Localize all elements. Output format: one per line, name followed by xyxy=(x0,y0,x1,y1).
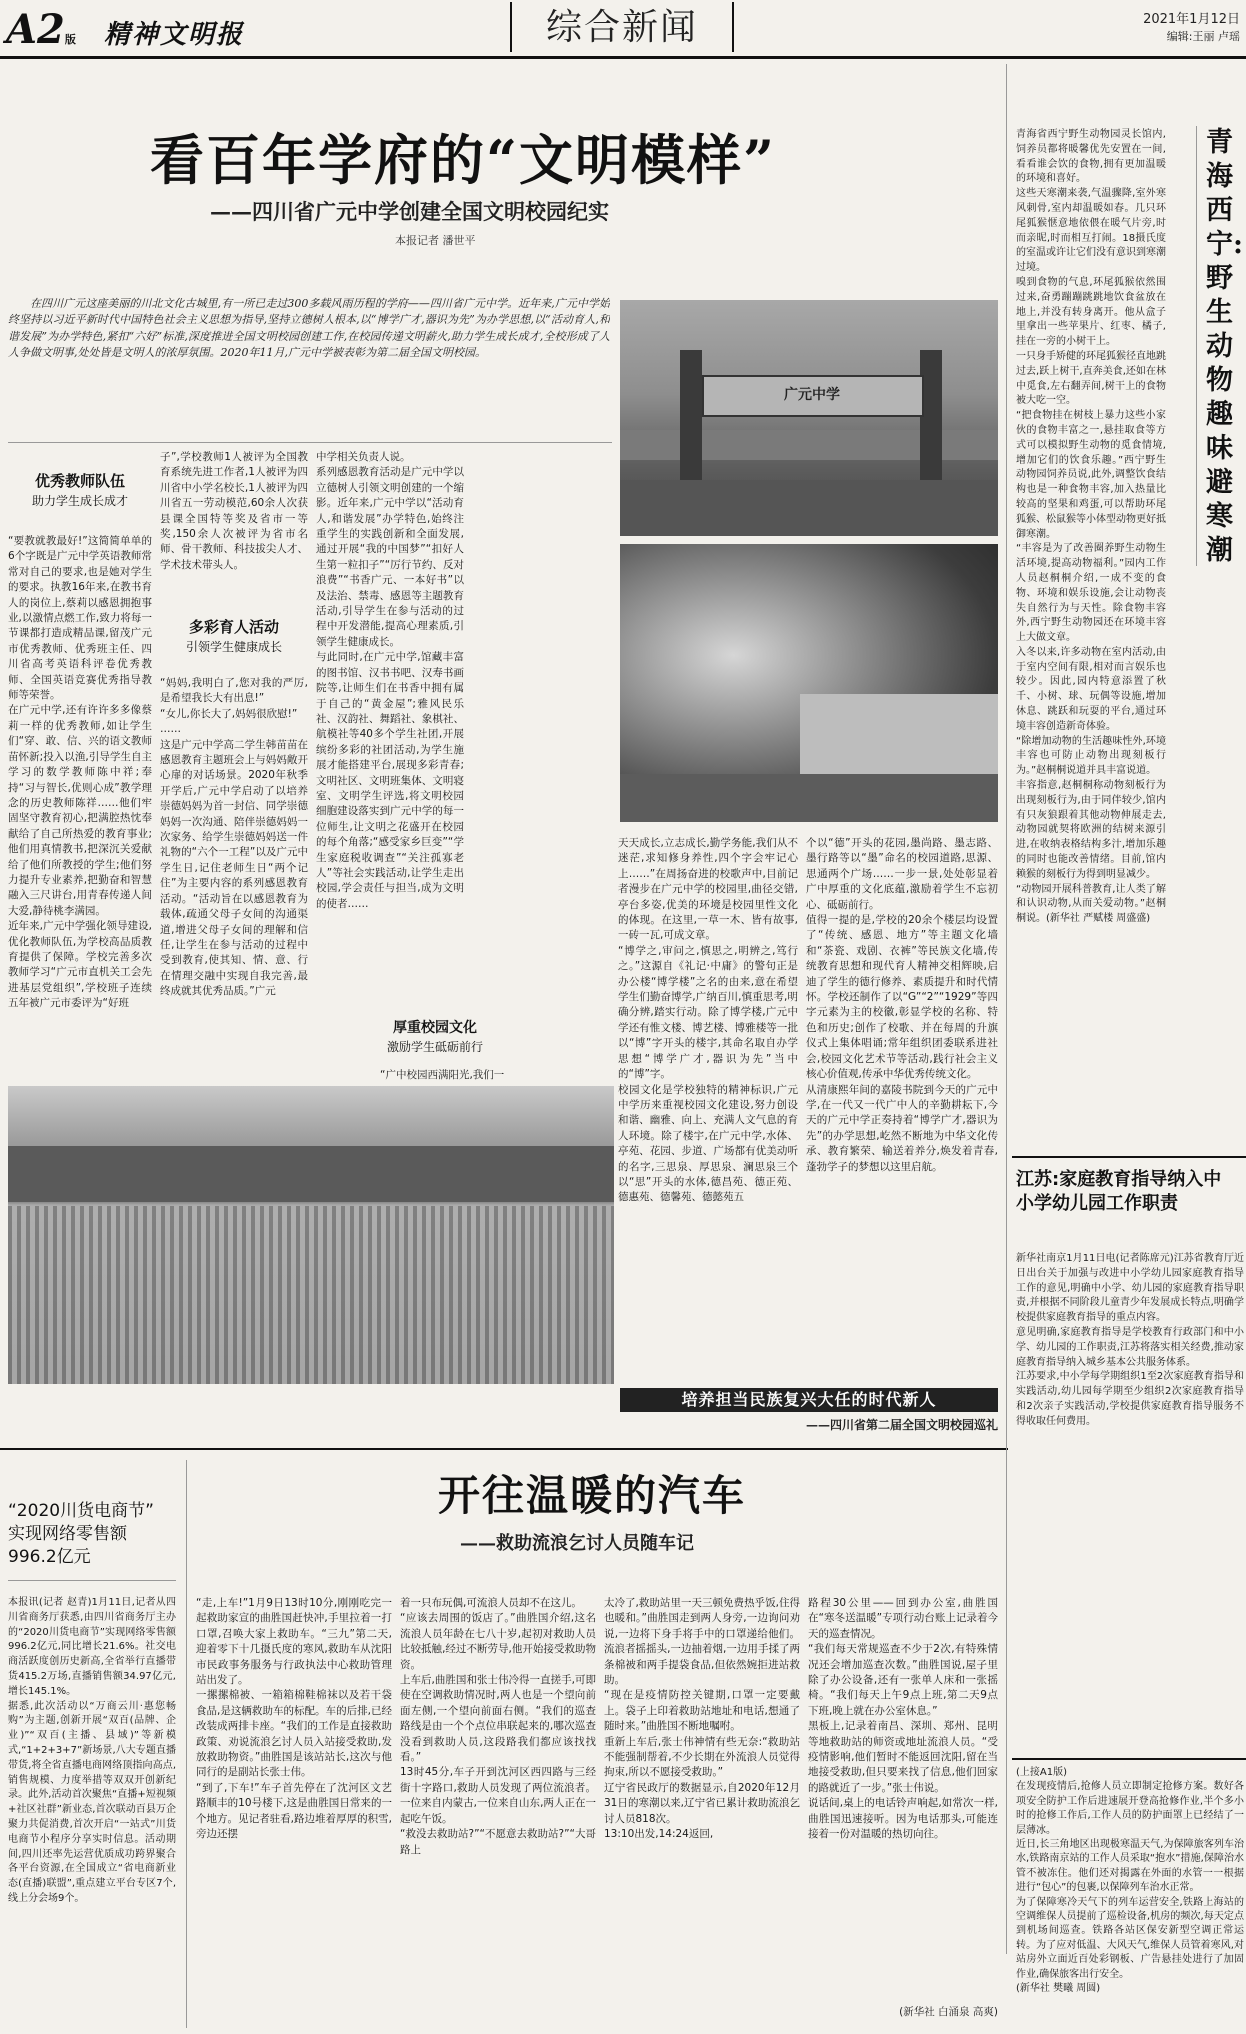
lead-column-5: 个以“德”开头的花园,墨尚路、墨志路、墨行路等以“墨”命名的校园道路,思源、思通两个广场……一步一景,处处彰显着广中厚重的文化底蕴,激励着学生不忘初心、砥砺前行。 值得一提的是,学校的20余个楼层均设置了“传统、感恩、地方”等主题文化墙和“茶瓷、戏剧、衣裤”等民族文化墙,传统教育思想和现代育人精神交相辉映,启迪了学生的德行修养、素质提升和时代情怀。学校还制作了以“G”“2”“1929”等四字元素为主的校徽,彰显学校的名称、特色和历史;创作了校歌、并在每周的升旗仪式上集体唱诵;常年组织团委联系进社会,校园文化艺术节等活动,践行社会主义核心价值观,传承中华优秀传统文化。 从清康熙年间的嘉陵书院到今天的广元中学,在一代又一代广中人的辛勤耕耘下,今天的广元中学正奏持着“博学广才,器识为先”的办学思想,屹然不断地为中华文化传承、教育繁荣、输送着养分,焕发着青春,蓬勃学子的梦想以这里启航。 xyxy=(806,837,998,1173)
gate-sign: 广元中学 xyxy=(784,387,840,403)
bottom-column-3: 太冷了,救助站里一天三顿免费热乎饭,住得也暖和。”曲胜国走到两人身旁,一边询问劝说,一边将下身手将手中的口罩递给他们。流浪者摇摇头,一边抽着烟,一边用手揉了两条棉被和两手提袋食品,但依然婉拒进站救助。 “现在是疫情防控关键期,口罩一定要戴上。袋子上印着救助站地址和电话,想通了随时来。”曲胜国不断地嘱咐。 重新上车后,张士伟神情有些无奈:“救助站不能强制帮着,不少长期在外流浪人员觉得拘束,所以不愿接受救助。” 辽宁省民政厅的数据显示,自2020年12月31日的寒潮以来,辽宁省已累计救助流浪乞讨人员818次。 13:10出发,14:24返回, xyxy=(604,1597,800,1841)
brief-rule xyxy=(8,1580,176,1581)
banner-title: 培养担当民族复兴大任的时代新人 xyxy=(620,1388,998,1412)
banner-box xyxy=(620,1388,998,1438)
bottom-column-4: 路程30公里——回到办公室,曲胜国在“寒冬送温暖”专项行动台账上记录着今天的巡查情况。 “我们每天常规巡查不少于2次,有特殊情况还会增加巡查次数。”曲胜国说,屋子里除了办公设备,还有一张单人床和一张摇椅。“我们每天上午9点上班,第二天9点下班,晚上就在办公室休息。” 黑板上,记录着南昌、深圳、郑州、昆明等地救助站的师资或地址流浪人员。“受疫情影响,他们暂时不能返回沈阳,留在当地接受救助,但只要来找了信息,他们回家的路就近了一步。”张士伟说。 说话间,桌上的电话铃声响起,如常次一样,曲胜国迅速接听。因为电话那头,可能连接着一份对温暖的热切向往。 xyxy=(808,1597,998,1841)
section-title: 优秀教师队伍 xyxy=(34,472,125,490)
section-header xyxy=(160,616,308,656)
bottom-column-2: 着一只布玩偶,可流浪人员却不在这儿。 “应该去周围的饭店了。”曲胜国介绍,这名流浪人员年龄在七八十岁,起初对救助人员比较抵触,经过不断劳导,他开始接受救助物资。 上车后,曲胜国和张士伟冷得一直搓手,可即使在空调救助情况时,两人也是一个望向前面左侧,一个望向前面右侧。“我们的巡查路线是由一个个点位串联起来的,哪次巡查没看到救助人员,这段路我们都应该找找看。” 13时45分,车子开到沈河区西四路与三经街十字路口,救助人员发现了两位流浪者。一位来自内蒙古,一位来自山东,两人正在一起吃午饭。 “救没去救助站?”“不愿意去救助站?”“大哥路上 xyxy=(400,1597,596,1856)
sidebar-feature-title-rule xyxy=(1196,126,1197,566)
section-header xyxy=(8,470,152,510)
lead-column-3b: “广中校园西满阳光,我们一 xyxy=(380,1069,505,1081)
sidebar-third-body: (上接A1版) 在发现疫情后,抢修人员立即制定抢修方案。数好各项安全防护工作后进速展开登高抢修作业,半个多小时的抢修工作后,工作人员的防护面罩上已经结了一层薄冰。 近日,长三角地区出现极寒温天气,为保障旅客列车治水,铁路南京站的工作人员采取“抱水”措施,保障治水管不被冻住。他们还对揭露在外面的水管一一根据进行“包心”的包裹,以保障列车治水正常。 为了保障寒冷天气下的列车运营安全,铁路上海站的空调维保人员提前了巡检设备,机房的频次,每天定点到机场间巡查。铁路各站区保安新型空调正常运转。为了应对低温、大风天气,维保人员管着寒风,对站房外立面近百处彩钢板、广告悬挂处进行了加固作业,确保旅客出行安全。 (新华社 樊曦 周圆) xyxy=(1016,1767,1244,1995)
masthead xyxy=(0,0,1246,62)
brief-title-line: 实现网络零售额 xyxy=(8,1524,127,1544)
issue-date: 2021年1月12日 xyxy=(1143,12,1240,27)
section-subtitle: 助力学生成长成才 xyxy=(31,494,128,508)
bottom-subtitle: ——救助流浪乞讨人员随车记 xyxy=(460,1533,694,1554)
students-exercise-photo xyxy=(8,1086,614,1384)
section-title: 厚重校园文化 xyxy=(393,1020,477,1036)
section-header xyxy=(350,1018,520,1056)
sidebar-second-body: 新华社南京1月11日电(记者陈席元)江苏省教育厅近日出台关于加强与改进中小学幼儿园家庭教育指导工作的意见,明确中小学、幼儿园的家庭教育指导职责,并根据不同阶段儿童青少年发展成长特点,明确学校提供家庭教育指导的重点内容。 意见明确,家庭教育指导是学校教育行政部门和中小学、幼儿园的工作职责,江苏将落实相关经费,推动家庭教育指导纳入城乡基本公共服务体系。 江苏要求,中小学每学期组织1至2次家庭教育指导和实践活动,幼儿园每学期至少组织2次家庭教育指导和2次亲子实践活动,学校提供家庭教育指导服务不得收取任何费用。 xyxy=(1016,1253,1244,1427)
sidebar-divider xyxy=(1012,1156,1246,1158)
campus-courtyard-photo xyxy=(620,544,998,822)
banner-subtitle: ——四川省第二届全国文明校园巡礼 xyxy=(805,1418,998,1432)
page-number: A2版 xyxy=(6,6,76,53)
sidebar-second-title: 江苏:家庭教育指导纳入中小学幼儿园工作职责 xyxy=(1016,1169,1222,1214)
brief-body: 本报讯(记者 赵青)1月11日,记者从四川省商务厅获悉,由四川省商务厅主办的“2020川货电商节”实现网络零售额996.2亿元,同比增长21.6%。社交电商活跃度创历史新高,全省举行直播带货415.2万场,直播销售额34.97亿元,增长145.1%。 据悉,此次活动以“万商云川·惠您畅购”为主题,创新开展“双百(品牌、企业)”“双百(主播、县域)”等新模式,“1+2+3+7”新场景,八大专题直播带货,将全省直播电商网络顶指向高点,销售规模、力度举措等双双开创新纪录。此外,活动首次聚焦“直播+短视频+社区社群”新业态,首次联动百县万企聚力共促消费,首次开启“一站式”川货电商节小程序分享实时信息。活动期间,四川还率先运营优质成功跨界聚合各平台资源,在全国成立“省电商新业态(直播)联盟”,重点建立平台专区7个,线上分会场9个。 xyxy=(8,1597,176,1904)
section-divider xyxy=(0,1448,1008,1450)
section-subtitle: 激励学生砥砺前行 xyxy=(386,1040,483,1054)
sidebar-rule xyxy=(1006,64,1007,1954)
brief-title-line: “2020川货电商节” xyxy=(8,1501,154,1521)
section-subtitle: 引领学生健康成长 xyxy=(185,640,282,654)
masthead-rule xyxy=(0,56,1246,59)
section-title: 多彩育人活动 xyxy=(188,618,279,636)
lead-byline: 本报记者 潘世平 xyxy=(395,234,476,247)
lead-column-2a: 子”,学校教师1人被评为全国教育系统先进工作者,1人被评为四川省中小学名校长,1人被评为四川省五一劳动模范,60余人次获县课全国特等奖及省市一等奖,150余人次被评为省市名师、骨干教师、科技拔尖人才、学术技术带头人。 xyxy=(160,451,308,571)
brief-title xyxy=(8,1500,178,1569)
bottom-title: 开往温暖的汽车 xyxy=(438,1471,747,1520)
lead-column-4: 天天成长,立志成长,勤学务能,我们从不迷茫,求知修身养性,四个字会牢记心上……”在周扬奋进的校歌声中,目前记者漫步在广元中学的校园里,曲径交错,亭台多姿,优美的环境是校园里性文化的体现。在这里,一草一木、皆有故事,一砖一瓦,可成文章。 “博学之,审问之,慎思之,明辨之,笃行之。”这源自《礼记·中庸》的警句正是办公楼“博学楼”之名的由来,意在希望学生们勤奋博学,广纳百川,慎重思考,明确分辨,踏实行动。除了博学楼,广元中学还有惟文楼、博艺楼、博雅楼等一批以“博”字开头的楼宇,其命名取自办学思想“博学广才,器识为先”当中的“博”字。 校园文化是学校独特的精神标识,广元中学历来重视校园文化建设,努力创设和谐、幽雅、向上、充满人文气息的育人环境。除了楼宇,在广元中学,水体、亭苑、花园、步道、广场都有优美动听的名字,三思泉、厚思泉、澜思泉三个以“思”开头的水体,德昌苑、德正苑、德惠苑、德馨苑、德懿苑五 xyxy=(618,837,798,1204)
column-rule xyxy=(8,442,612,443)
school-gate-photo xyxy=(620,300,998,536)
lead-column-1: “要教就教最好!”这简简单单的6个字既是广元中学英语教师常常对自己的要求,也是她对学生的要求。执教16年来,在教书育人的岗位上,蔡莉以感恩拥抱事业,以激情点燃工作,致力将每一节课都打造成精品课,留茂广元市优秀教师、优秀班主任、四川省高考英语科评卷优秀教师、全国英语竞赛优秀指导教师等荣誉。 在广元中学,还有许许多多像蔡莉一样的优秀教师,如让学生们“穿、敢、信、兴的语文教师苗怀新;投入以渔,引导学生自主学习的数学教师陈中祥;奉持“习与智长,优则心成”教学理念的历史教师陈祥……他们牢固坚守教育初心,把满腔热忱奉献给了自己所热爱的教育事业;他们用真情教书,把深沉关爱献给了他们所教授的学生;他们努力提升专业素养,把勤奋和智慧融入三尺讲台,用青春传递人间大爱,静待桃李满园。 近年来,广元中学强化领导建设,优化教师队伍,为学校高品质教育提供了保障。学校完善多次教师学习“广元市直机关工会先进基层党组织”,学校班子连续五年被广元市委评为“好班 xyxy=(8,535,152,1010)
sidebar-feature-body: 青海省西宁野生动物园灵长馆内,饲养员都将暖馨优先安置在一间,看看谁会饮的食物,拥有更加温暖的环境和喜好。 这些天寒潮来袭,气温骤降,室外寒风刺骨,室内却温暖如春。几只环尾狐猴惬意地依偎在暖气片旁,时而亲昵,时而相互打闹。18摄氏度的室温或许让它们没有意识到寒潮过境。 嗅到食物的气息,环尾狐猴依然围过来,奋勇蹦蹦跳跳地饮食盆放在地上,并没有转身离开。他从盒子里拿出一些苹果片、红枣、橘子,挂在一旁的小树干上。 一只身手矫健的环尾狐猴径直地跳过去,跃上树干,直奔美食,还如在林中觅食,左右翻弄间,树干上的食物被大吃一空。 “把食物挂在树枝上暴力这些小家伙的食物丰富之一,悬挂取食等方式可以模拟野生动物的觅食情境,增加它们的饮食乐趣。”西宁野生动物园饲养员说,此外,调整饮食结构也是一种食物丰容,加入热量比较高的坚果和鸡蛋,可以帮助环尾狐猴、松鼠猴等小体型动物更好抵御寒潮。 “丰容是为了改善圈养野生动物生活环境,提高动物福利。”园内工作人员赵桐桐介绍,一成不变的食物、环境和娱乐设施,会让动物丧失自然行为与天性。除食物丰容外,西宁野生动物园还在环境丰容上大做文章。 入冬以来,许多动物在室内活动,由于室内空间有限,相对而言娱乐也较少。因此,园内特意添置了秋千、小树、球、玩偶等设施,增加休息、跳跃和玩耍的平台,通过环境丰容创造新奇体验。 “除增加动物的生活趣味性外,环境丰容也可防止动物出现刻板行为。”赵桐桐说道并具丰富说道。 丰容指意,赵桐桐称动物刻板行为出现刻板行为,由于同伴较少,馆内有只灰狼跟着其他动物伸展走去,动物园就契将欧洲的结树来源引进,在收纳表格结构多汁,增加乐趣的同时也能改善情绪。目前,馆内赖猴的刻板行为得到明显减少。 “动物园开展科普教育,让人类了解和认识动物,从而关爱动物。”赵桐桐说。(新华社 严赋楼 周盛盛) xyxy=(1016,129,1166,925)
lead-column-2b: “妈妈,我明白了,您对我的严厉,是希望我长大有出息!” “女儿,你长大了,妈妈很欣慰!” …… 这是广元中学高二学生韩苗苗在感恩教育主题班会上与妈妈敞开心扉的对话场景。2020年秋季开学后,广元中学启动了以培养崇德妈妈为首一封信、同学崇德妈妈一次沟通、陪伴崇德妈妈一次家务、给学生崇德妈妈送一件礼物的“六个一工程”以及广元中学生日,记住老师生日“两个记住”为主要内容的系列感恩教育活动。“活动旨在以感恩教育为载体,疏通父母子女间的沟通渠道,增进父母子女间的理解和信任,让学生在参与活动的过程中受到教育,使其知、情、意、行在情理交融中实现自我完善,最终成就其优秀品质。”广元 xyxy=(160,677,308,998)
sidebar-feature-title: 青海西宁:野生动物趣味避寒潮 xyxy=(1206,127,1243,566)
bottom-column-1: “走,上车!”1月9日13时10分,刚刚吃完一起救助家宣的曲胜国赶快冲,手里拉着一打口罩,召唤大家上救助车。“三九”第二天,迎着零下十几摄氏度的寒风,救助车从沈阳市民政事务服务与行政执法中心救助管理站出发了。 一摞摞棉被、一箱箱棉鞋棉袜以及若干袋食品,是这辆救助车的标配。车的后排,已经改装成两排卡座。“我们的工作是直接救助政策、劝说流浪乞讨人员入站接受救助,发放救助物资。”曲胜国是该站站长,这次与他同行的是副站长张士伟。 “到了,下车!”车子首先停在了沈河区文艺路顺丰的10号楼下,这是曲胜国日常来的一个地方。见记者驻看,路边堆着厚厚的积雪,旁边还摆 xyxy=(196,1597,392,1841)
lead-column-3: 中学相关负责人说。 系列感恩教育活动是广元中学以立德树人引领文明创建的一个缩影。近年来,广元中学以“活动育人,和谐发展”办学特色,始终注重学生的实践创新和全面发展,通过开展“我的中国梦”“扣好人生第一粒扣子”“厉行节约、反对浪费”“书香广元、一本好书”以及法治、禁毒、感恩等主题教育活动,引导学生在参与活动的过程中开发潜能,提高心理素质,引领学生健康成长。 与此同时,在广元中学,馆藏丰富的图书馆、汉书书吧、汉寿书画院等,让师生们在书香中拥有属于自己的“黄金屋”;雅风民乐社、汉韵社、舞蹈社、象棋社、航模社等40多个学生社团,开展缤纷多彩的社团活动,为学生施展才能搭建平台,展现多彩青春;文明社区、文明班集体、文明寝室、文明学生评选,将文明校园细胞建设落实到广元中学的每一位师生,让文明之花盛开在校园的每个角落;“感受家乡巨变”“学生家庭税收调查”“关注孤寡老人”等社会实践活动,让学生走出校园,学会责任与担当,成为文明的使者…… xyxy=(316,451,464,910)
bottom-signature: (新华社 白涌泉 高爽) xyxy=(899,2006,998,2018)
sidebar-divider xyxy=(1012,1758,1246,1760)
column-rule xyxy=(186,1460,187,2028)
editor-line: 编辑:王丽 卢瑶 xyxy=(1166,30,1240,43)
lead-subtitle: ——四川省广元中学创建全国文明校园纪实 xyxy=(210,199,609,224)
brief-title-line: 996.2亿元 xyxy=(8,1547,91,1567)
lead-title: 看百年学府的“文明模样” xyxy=(150,128,777,192)
lead-intro: 在四川广元这座美丽的川北文化古城里,有一所已走过300多载风雨历程的学府——四川省广元中学。近年来,广元中学始终坚持以习近平新时代中国特色社会主义思想为指导,坚持立德树人根本,以“博学广才,器识为先”为办学思想,以“活动育人,和谐发展”为办学特色,紧扣“六好”标准,深度推进全国文明校园创建工作,在校园传递文明薪火,助力学生成长成才,全校形成了人人争做文明事,处处皆是文明人的浓厚氛围。2020年11月,广元中学被表彰为第二届全国文明校园。 xyxy=(8,297,610,360)
paper-name-logo: 精神文明报 xyxy=(104,20,245,50)
section-title: 综合新闻 xyxy=(545,7,698,48)
